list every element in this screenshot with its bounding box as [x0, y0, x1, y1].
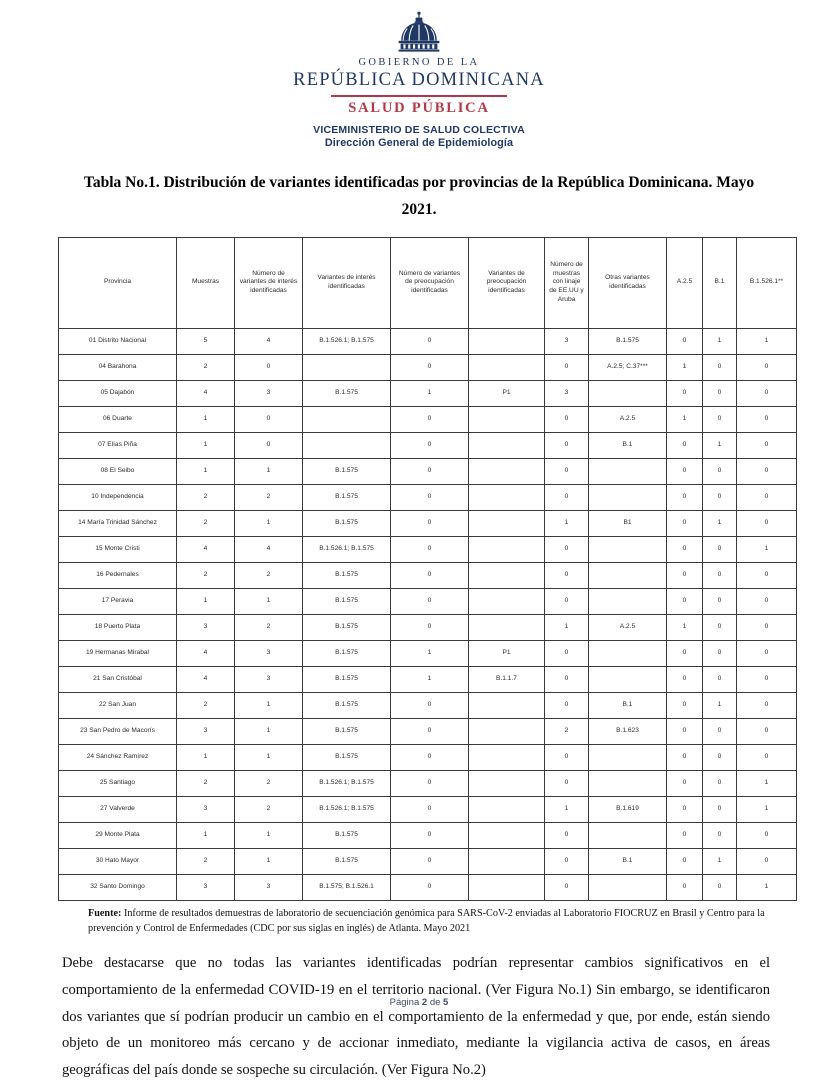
- cell-a25: 0: [667, 458, 703, 484]
- cell-num-variantes-preocupacion: 0: [391, 458, 469, 484]
- cell-otras-variantes: B.1: [589, 432, 667, 458]
- cell-a25: 1: [667, 614, 703, 640]
- table-row: [59, 770, 797, 796]
- cell-num-muestras-linaje-eeuu-aruba: 0: [545, 406, 589, 432]
- cell-a25: 0: [667, 718, 703, 744]
- cell-variantes-interes: B.1.575: [303, 588, 391, 614]
- cell-b1-526-1: 0: [737, 744, 797, 770]
- cell-num-variantes-interes: 3: [235, 380, 303, 406]
- cell-num-muestras-linaje-eeuu-aruba: 0: [545, 458, 589, 484]
- cell-num-variantes-interes: 2: [235, 770, 303, 796]
- cell-otras-variantes: [589, 588, 667, 614]
- cell-a25: 0: [667, 848, 703, 874]
- table-row: [59, 484, 797, 510]
- cell-b1: 0: [703, 744, 737, 770]
- col-header-numero-variantes-interes: Número de variantes de interés identificadas: [235, 237, 303, 328]
- cell-a25: 0: [667, 770, 703, 796]
- cell-num-variantes-interes: 4: [235, 536, 303, 562]
- cell-variantes-preocupacion: [469, 328, 545, 354]
- cell-a25: 0: [667, 744, 703, 770]
- table-body: [59, 328, 797, 900]
- cell-b1-526-1: 0: [737, 458, 797, 484]
- cell-b1: 0: [703, 588, 737, 614]
- cell-variantes-preocupacion: B.1.1.7: [469, 666, 545, 692]
- gobierno-line: GOBIERNO DE LA: [358, 57, 480, 68]
- cell-a25: 0: [667, 484, 703, 510]
- cell-num-variantes-preocupacion: 0: [391, 536, 469, 562]
- table-row: [59, 874, 797, 900]
- footer-page-prefix: Página: [389, 997, 422, 1008]
- cell-otras-variantes: [589, 874, 667, 900]
- cell-b1: 1: [703, 432, 737, 458]
- cell-b1: 0: [703, 484, 737, 510]
- cell-a25: 0: [667, 380, 703, 406]
- cell-num-muestras-linaje-eeuu-aruba: 1: [545, 614, 589, 640]
- cell-otras-variantes: [589, 484, 667, 510]
- cell-provincia: 23 San Pedro de Macorís: [59, 718, 177, 744]
- body-paragraph: Debe destacarse que no todas las variantes identificadas podrían representar cambios significativos en el comportamiento de la enfermedad COVID-19 en el territorio nacional. (Ver Figura No.1) Sin embargo, se identificaron dos variantes que sí podrían producir un cambio en el comportamiento de la enfermedad y que, por ende, están siendo objeto de un monitoreo más cercano y de accionar inmediato, mediante la vigilancia activa de casos, en áreas geográficas del país donde se sospeche su circulación. (Ver Figura No.2): [62, 955, 770, 1078]
- cell-variantes-interes: B.1.575: [303, 458, 391, 484]
- cell-variantes-interes: [303, 354, 391, 380]
- cell-b1: 0: [703, 666, 737, 692]
- salud-publica-line: SALUD PÚBLICA: [348, 99, 490, 116]
- cell-b1-526-1: 1: [737, 796, 797, 822]
- cell-num-variantes-interes: 2: [235, 562, 303, 588]
- table-row: [59, 380, 797, 406]
- table-row: [59, 822, 797, 848]
- cell-provincia: 21 San Cristóbal: [59, 666, 177, 692]
- cell-variantes-interes: B.1.575: [303, 744, 391, 770]
- cell-a25: 0: [667, 874, 703, 900]
- cell-variantes-preocupacion: [469, 536, 545, 562]
- cell-b1-526-1: 0: [737, 614, 797, 640]
- cell-num-muestras-linaje-eeuu-aruba: 0: [545, 666, 589, 692]
- cell-a25: 0: [667, 562, 703, 588]
- cell-muestras: 2: [177, 692, 235, 718]
- cell-muestras: 2: [177, 510, 235, 536]
- cell-num-variantes-interes: 4: [235, 328, 303, 354]
- col-header-b1: B.1: [703, 237, 737, 328]
- cell-b1-526-1: 0: [737, 848, 797, 874]
- col-header-otras-variantes-identificadas: Otras variantes identificadas: [589, 237, 667, 328]
- cell-otras-variantes: [589, 666, 667, 692]
- cell-num-muestras-linaje-eeuu-aruba: 0: [545, 848, 589, 874]
- cell-variantes-preocupacion: [469, 874, 545, 900]
- cell-num-muestras-linaje-eeuu-aruba: 0: [545, 822, 589, 848]
- cell-b1-526-1: 0: [737, 432, 797, 458]
- cell-num-variantes-preocupacion: 0: [391, 848, 469, 874]
- cell-variantes-interes: B.1.575: [303, 614, 391, 640]
- cell-b1: 0: [703, 874, 737, 900]
- cell-a25: 1: [667, 406, 703, 432]
- cell-variantes-interes: B.1.575: [303, 848, 391, 874]
- cell-b1: 0: [703, 458, 737, 484]
- cell-num-muestras-linaje-eeuu-aruba: 3: [545, 380, 589, 406]
- table-row: [59, 406, 797, 432]
- page-footer: [0, 997, 838, 1008]
- cell-muestras: 1: [177, 588, 235, 614]
- cell-provincia: 04 Barahona: [59, 354, 177, 380]
- cell-variantes-interes: B.1.575: [303, 718, 391, 744]
- cell-num-muestras-linaje-eeuu-aruba: 0: [545, 354, 589, 380]
- cell-provincia: 16 Pedernales: [59, 562, 177, 588]
- table-row: [59, 848, 797, 874]
- cell-variantes-preocupacion: [469, 822, 545, 848]
- cell-provincia: 24 Sánchez Ramírez: [59, 744, 177, 770]
- cell-muestras: 3: [177, 874, 235, 900]
- cell-b1: 0: [703, 640, 737, 666]
- table-row: [59, 328, 797, 354]
- cell-a25: 0: [667, 666, 703, 692]
- cell-a25: 0: [667, 328, 703, 354]
- cell-variantes-preocupacion: [469, 692, 545, 718]
- cell-variantes-preocupacion: P1: [469, 380, 545, 406]
- cell-b1: 1: [703, 848, 737, 874]
- cell-a25: 0: [667, 692, 703, 718]
- cell-num-muestras-linaje-eeuu-aruba: 1: [545, 796, 589, 822]
- cell-a25: 0: [667, 640, 703, 666]
- cell-variantes-preocupacion: [469, 406, 545, 432]
- cell-num-muestras-linaje-eeuu-aruba: 0: [545, 588, 589, 614]
- cell-num-variantes-preocupacion: 0: [391, 562, 469, 588]
- cell-num-muestras-linaje-eeuu-aruba: 0: [545, 874, 589, 900]
- footer-current-page: 2: [421, 997, 428, 1008]
- cell-b1-526-1: 0: [737, 510, 797, 536]
- cell-variantes-preocupacion: [469, 770, 545, 796]
- cell-num-muestras-linaje-eeuu-aruba: 2: [545, 718, 589, 744]
- cell-provincia: 17 Peravia: [59, 588, 177, 614]
- table-row: [59, 614, 797, 640]
- cell-variantes-preocupacion: [469, 744, 545, 770]
- variants-table-container: [58, 237, 784, 901]
- cell-provincia: 22 San Juan: [59, 692, 177, 718]
- cell-otras-variantes: A.2.5; C.37***: [589, 354, 667, 380]
- cell-num-variantes-preocupacion: 0: [391, 718, 469, 744]
- col-header-muestras: Muestras: [177, 237, 235, 328]
- cell-num-variantes-interes: 0: [235, 432, 303, 458]
- cell-provincia: 08 El Seibo: [59, 458, 177, 484]
- cell-variantes-interes: B.1.526.1; B.1.575: [303, 796, 391, 822]
- cell-variantes-interes: B.1.575: [303, 640, 391, 666]
- cell-muestras: 2: [177, 770, 235, 796]
- cell-b1-526-1: 0: [737, 666, 797, 692]
- table-row: [59, 692, 797, 718]
- cell-otras-variantes: [589, 770, 667, 796]
- cell-otras-variantes: [589, 458, 667, 484]
- cell-provincia: 10 Independencia: [59, 484, 177, 510]
- table-row: [59, 458, 797, 484]
- cell-otras-variantes: [589, 640, 667, 666]
- cell-variantes-preocupacion: [469, 484, 545, 510]
- cell-num-variantes-interes: 1: [235, 588, 303, 614]
- table-title: Tabla No.1. Distribución de variantes identificadas por provincias de la República Dominicana. Mayo 2021.: [83, 173, 755, 218]
- cell-a25: 0: [667, 536, 703, 562]
- cell-num-variantes-preocupacion: 0: [391, 484, 469, 510]
- cell-b1: 0: [703, 614, 737, 640]
- cell-num-variantes-interes: 0: [235, 354, 303, 380]
- cell-num-variantes-preocupacion: 0: [391, 510, 469, 536]
- cell-num-muestras-linaje-eeuu-aruba: 0: [545, 484, 589, 510]
- cell-num-variantes-preocupacion: 0: [391, 588, 469, 614]
- cell-muestras: 4: [177, 666, 235, 692]
- footer-total-pages: 5: [443, 997, 449, 1008]
- cell-num-variantes-interes: 2: [235, 484, 303, 510]
- cell-num-variantes-interes: 1: [235, 718, 303, 744]
- fuente-label: Fuente:: [88, 907, 122, 919]
- cell-otras-variantes: [589, 380, 667, 406]
- table-row: [59, 354, 797, 380]
- cell-num-variantes-preocupacion: 0: [391, 796, 469, 822]
- cell-variantes-interes: B.1.575; B.1.526.1: [303, 874, 391, 900]
- cell-b1-526-1: 0: [737, 354, 797, 380]
- cell-muestras: 2: [177, 562, 235, 588]
- cell-b1: 1: [703, 692, 737, 718]
- cell-variantes-preocupacion: [469, 510, 545, 536]
- cell-b1: 0: [703, 770, 737, 796]
- cell-b1: 0: [703, 354, 737, 380]
- cell-num-variantes-preocupacion: 0: [391, 770, 469, 796]
- cell-variantes-interes: B.1.526.1; B.1.575: [303, 328, 391, 354]
- cell-num-muestras-linaje-eeuu-aruba: 3: [545, 328, 589, 354]
- fuente-note: [88, 907, 772, 937]
- cell-num-variantes-preocupacion: 0: [391, 406, 469, 432]
- cell-provincia: 32 Santo Domingo: [59, 874, 177, 900]
- cell-variantes-interes: B.1.575: [303, 380, 391, 406]
- cell-b1-526-1: 0: [737, 718, 797, 744]
- cell-b1-526-1: 0: [737, 640, 797, 666]
- cell-provincia: 27 Valverde: [59, 796, 177, 822]
- header-red-divider: [331, 95, 507, 97]
- cell-muestras: 1: [177, 406, 235, 432]
- cell-variantes-interes: B.1.575: [303, 484, 391, 510]
- cell-variantes-preocupacion: P1: [469, 640, 545, 666]
- table-row: [59, 432, 797, 458]
- cell-b1: 0: [703, 536, 737, 562]
- cell-otras-variantes: A.2.5: [589, 614, 667, 640]
- cell-b1-526-1: 0: [737, 692, 797, 718]
- col-header-a25: A.2.5: [667, 237, 703, 328]
- cell-num-variantes-preocupacion: 0: [391, 328, 469, 354]
- cell-b1-526-1: 1: [737, 874, 797, 900]
- cell-otras-variantes: [589, 536, 667, 562]
- cell-a25: 0: [667, 796, 703, 822]
- cell-b1: 0: [703, 406, 737, 432]
- footer-page-middle: de: [427, 997, 444, 1008]
- cell-variantes-interes: B.1.526.1; B.1.575: [303, 536, 391, 562]
- cell-b1-526-1: 1: [737, 770, 797, 796]
- cell-otras-variantes: B1: [589, 510, 667, 536]
- cell-provincia: 25 Santiago: [59, 770, 177, 796]
- cell-provincia: 30 Hato Mayor: [59, 848, 177, 874]
- cell-b1-526-1: 0: [737, 822, 797, 848]
- cell-a25: 0: [667, 510, 703, 536]
- cell-provincia: 29 Monte Plata: [59, 822, 177, 848]
- cell-otras-variantes: B.1: [589, 848, 667, 874]
- cell-muestras: 3: [177, 614, 235, 640]
- cell-b1-526-1: 0: [737, 406, 797, 432]
- variants-table: [58, 237, 797, 901]
- cell-muestras: 2: [177, 484, 235, 510]
- cell-otras-variantes: [589, 562, 667, 588]
- col-header-numero-muestras-linaje-eeuu-aruba: Número de muestras con linaje de EE.UU y Aruba: [545, 237, 589, 328]
- cell-num-variantes-preocupacion: 1: [391, 666, 469, 692]
- cell-num-muestras-linaje-eeuu-aruba: 0: [545, 536, 589, 562]
- cell-variantes-preocupacion: [469, 432, 545, 458]
- dominican-republic-capitol-dome-emblem: [390, 10, 448, 54]
- cell-provincia: 15 Monte Cristi: [59, 536, 177, 562]
- cell-muestras: 4: [177, 536, 235, 562]
- cell-b1: 0: [703, 718, 737, 744]
- cell-num-variantes-preocupacion: 0: [391, 822, 469, 848]
- cell-variantes-interes: B.1.575: [303, 692, 391, 718]
- cell-b1: 0: [703, 796, 737, 822]
- cell-variantes-interes: [303, 406, 391, 432]
- cell-muestras: 1: [177, 432, 235, 458]
- cell-a25: 0: [667, 822, 703, 848]
- cell-b1: 1: [703, 510, 737, 536]
- cell-a25: 0: [667, 588, 703, 614]
- cell-otras-variantes: [589, 744, 667, 770]
- cell-provincia: 06 Duarte: [59, 406, 177, 432]
- table-row: [59, 666, 797, 692]
- cell-otras-variantes: B.1.623: [589, 718, 667, 744]
- cell-b1-526-1: 1: [737, 328, 797, 354]
- cell-otras-variantes: B.1: [589, 692, 667, 718]
- document-header: [0, 0, 838, 149]
- cell-b1: 0: [703, 562, 737, 588]
- cell-num-variantes-interes: 3: [235, 640, 303, 666]
- cell-num-variantes-preocupacion: 0: [391, 744, 469, 770]
- cell-variantes-preocupacion: [469, 588, 545, 614]
- cell-variantes-interes: B.1.575: [303, 510, 391, 536]
- table-row: [59, 562, 797, 588]
- cell-muestras: 1: [177, 822, 235, 848]
- viceministerio-line: VICEMINISTERIO DE SALUD COLECTIVA: [313, 123, 525, 136]
- cell-num-variantes-preocupacion: 0: [391, 432, 469, 458]
- cell-provincia: 19 Hermanas Mirabal: [59, 640, 177, 666]
- fuente-text: Informe de resultados demuestras de laboratorio de secuenciación genómica para SARS-CoV-2 enviadas al Laboratorio FIOCRUZ en Brasil y Centro para la prevención y Control de Enfermedades (CDC por sus siglas en inglés) de Atlanta. Mayo 2021: [88, 907, 765, 934]
- cell-num-muestras-linaje-eeuu-aruba: 0: [545, 744, 589, 770]
- table-row: [59, 640, 797, 666]
- cell-muestras: 4: [177, 380, 235, 406]
- cell-variantes-preocupacion: [469, 848, 545, 874]
- cell-num-variantes-preocupacion: 0: [391, 354, 469, 380]
- cell-num-muestras-linaje-eeuu-aruba: 0: [545, 692, 589, 718]
- cell-provincia: 01 Distrito Nacional: [59, 328, 177, 354]
- cell-provincia: 14 María Trinidad Sánchez: [59, 510, 177, 536]
- cell-variantes-preocupacion: [469, 458, 545, 484]
- cell-b1-526-1: 0: [737, 380, 797, 406]
- cell-b1: 1: [703, 328, 737, 354]
- cell-num-muestras-linaje-eeuu-aruba: 0: [545, 770, 589, 796]
- cell-muestras: 3: [177, 796, 235, 822]
- cell-b1-526-1: 0: [737, 588, 797, 614]
- cell-variantes-interes: B.1.575: [303, 666, 391, 692]
- cell-num-muestras-linaje-eeuu-aruba: 1: [545, 510, 589, 536]
- table-row: [59, 510, 797, 536]
- cell-variantes-preocupacion: [469, 718, 545, 744]
- cell-num-variantes-interes: 1: [235, 692, 303, 718]
- cell-variantes-interes: B.1.575: [303, 822, 391, 848]
- cell-num-variantes-preocupacion: 0: [391, 614, 469, 640]
- cell-num-muestras-linaje-eeuu-aruba: 0: [545, 562, 589, 588]
- cell-variantes-interes: B.1.526.1; B.1.575: [303, 770, 391, 796]
- cell-muestras: 5: [177, 328, 235, 354]
- table-header-row-group: [59, 237, 797, 328]
- cell-muestras: 2: [177, 354, 235, 380]
- cell-muestras: 4: [177, 640, 235, 666]
- col-header-provincia: Provincia: [59, 237, 177, 328]
- cell-otras-variantes: B.1.575: [589, 328, 667, 354]
- cell-provincia: 18 Puerto Plata: [59, 614, 177, 640]
- cell-num-variantes-interes: 3: [235, 874, 303, 900]
- cell-num-variantes-preocupacion: 0: [391, 692, 469, 718]
- cell-num-variantes-interes: 3: [235, 666, 303, 692]
- cell-muestras: 2: [177, 848, 235, 874]
- table-header-row: [59, 237, 797, 328]
- cell-num-variantes-preocupacion: 1: [391, 640, 469, 666]
- cell-otras-variantes: B.1.619: [589, 796, 667, 822]
- table-row: [59, 536, 797, 562]
- republica-dominicana-line: REPÚBLICA DOMINICANA: [293, 70, 545, 90]
- col-header-b1-526-1: B.1.526.1**: [737, 237, 797, 328]
- cell-variantes-preocupacion: [469, 614, 545, 640]
- col-header-variantes-preocupacion-identificadas: Variantes de preocupación identificadas: [469, 237, 545, 328]
- direccion-general-line: Dirección General de Epidemiología: [324, 136, 514, 149]
- cell-num-variantes-preocupacion: 0: [391, 874, 469, 900]
- cell-num-variantes-interes: 2: [235, 614, 303, 640]
- cell-muestras: 1: [177, 744, 235, 770]
- cell-b1: 0: [703, 380, 737, 406]
- cell-variantes-preocupacion: [469, 796, 545, 822]
- cell-num-variantes-interes: 0: [235, 406, 303, 432]
- cell-num-muestras-linaje-eeuu-aruba: 0: [545, 432, 589, 458]
- cell-b1-526-1: 1: [737, 536, 797, 562]
- table-row: [59, 796, 797, 822]
- col-header-numero-variantes-preocupacion: Número de variantes de preocupación identificadas: [391, 237, 469, 328]
- cell-num-variantes-interes: 1: [235, 510, 303, 536]
- cell-variantes-interes: B.1.575: [303, 562, 391, 588]
- cell-muestras: 1: [177, 458, 235, 484]
- cell-num-variantes-interes: 1: [235, 744, 303, 770]
- cell-a25: 1: [667, 354, 703, 380]
- cell-b1: 0: [703, 822, 737, 848]
- cell-a25: 0: [667, 432, 703, 458]
- cell-provincia: 07 Elías Piña: [59, 432, 177, 458]
- table-row: [59, 718, 797, 744]
- cell-num-variantes-interes: 2: [235, 796, 303, 822]
- cell-b1-526-1: 0: [737, 562, 797, 588]
- col-header-variantes-interes-identificadas: Variantes de interés identificadas: [303, 237, 391, 328]
- cell-num-variantes-interes: 1: [235, 848, 303, 874]
- cell-num-variantes-interes: 1: [235, 822, 303, 848]
- cell-num-variantes-interes: 1: [235, 458, 303, 484]
- cell-provincia: 05 Dajabón: [59, 380, 177, 406]
- cell-num-muestras-linaje-eeuu-aruba: 0: [545, 640, 589, 666]
- cell-otras-variantes: [589, 822, 667, 848]
- cell-otras-variantes: A.2.5: [589, 406, 667, 432]
- cell-b1-526-1: 0: [737, 484, 797, 510]
- cell-variantes-preocupacion: [469, 354, 545, 380]
- cell-num-variantes-preocupacion: 1: [391, 380, 469, 406]
- table-row: [59, 744, 797, 770]
- cell-variantes-preocupacion: [469, 562, 545, 588]
- table-row: [59, 588, 797, 614]
- cell-muestras: 3: [177, 718, 235, 744]
- cell-variantes-interes: [303, 432, 391, 458]
